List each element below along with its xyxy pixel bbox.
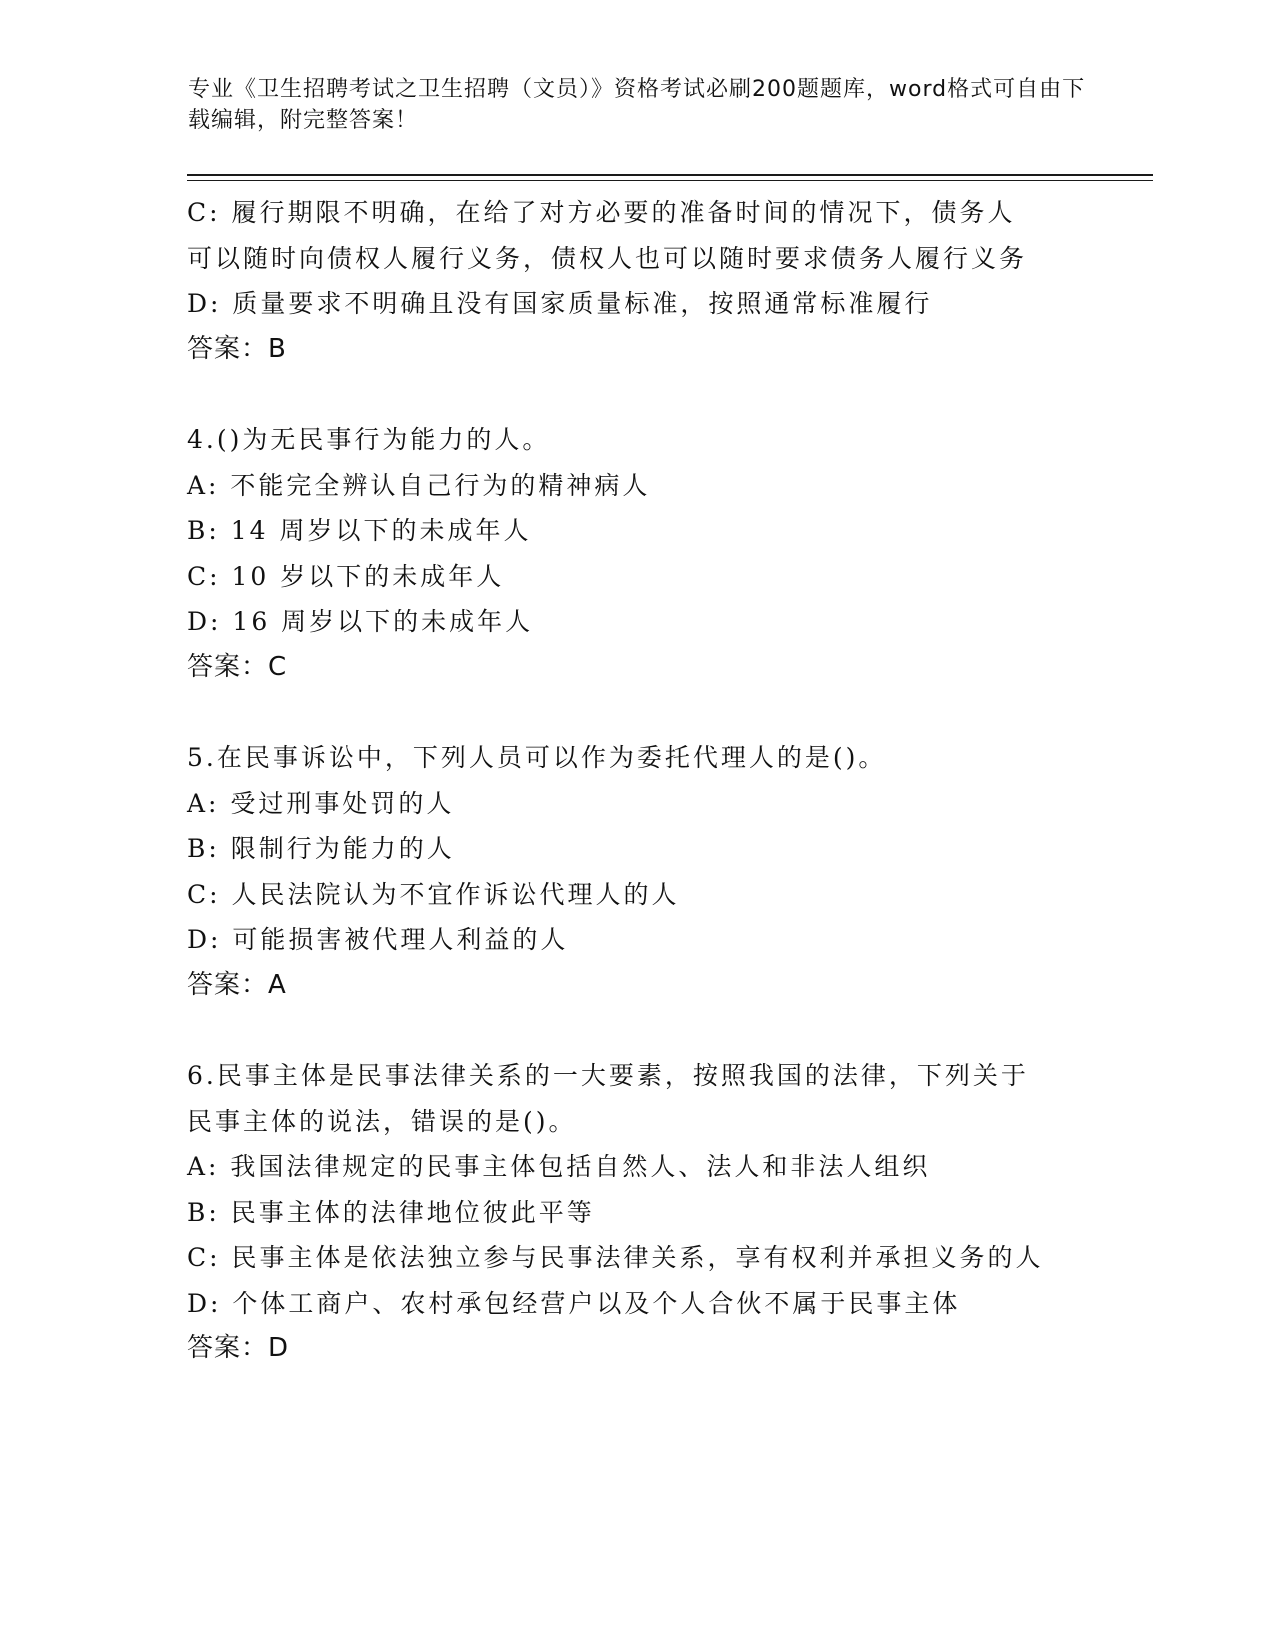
answer-label: 答案：C	[187, 651, 288, 682]
question-5	[187, 735, 1087, 1008]
question-list	[187, 190, 1087, 1417]
option-d: D: 个体工商户、农村承包经营户以及个人合伙不属于民事主体	[187, 1288, 961, 1318]
option-c: C: 履行期限不明确，在给了对方必要的准备时间的情况下，债务人可以随时向债权人履行义务，债权人也可以随时要求债务人履行义务	[187, 198, 1028, 273]
answer-label: 答案：A	[187, 969, 287, 1000]
option-b: B: 限制行为能力的人	[187, 834, 455, 863]
option-d: D: 质量要求不明确且没有国家质量标准，按照通常标准履行	[187, 289, 933, 318]
header-divider-thin	[187, 180, 1153, 181]
answer-label: 答案：D	[187, 1333, 290, 1363]
option-b: B: 民事主体的法律地位彼此平等	[187, 1197, 595, 1227]
question-stem: 5.在民事诉讼中，下列人员可以作为委托代理人的是()。	[187, 743, 887, 772]
option-d: D: 可能损害被代理人利益的人	[187, 925, 569, 954]
question-4	[187, 417, 1087, 690]
question-stem: 4.()为无民事行为能力的人。	[187, 425, 551, 454]
question-3-continuation	[187, 190, 1087, 372]
question-6	[187, 1053, 1087, 1372]
option-c: C: 民事主体是依法独立参与民事法律关系，享有权利并承担义务的人	[187, 1243, 1044, 1272]
document-header: 专业《卫生招聘考试之卫生招聘（文员）》资格考试必刷200题题库，word格式可自由下载编辑，附完整答案！	[188, 77, 1086, 133]
option-a: A: 不能完全辨认自己行为的精神病人	[187, 470, 651, 500]
question-stem: 6.民事主体是民事法律关系的一大要素，按照我国的法律，下列关于民事主体的说法，错误的是()。	[187, 1061, 1029, 1136]
option-c: C: 10 岁以下的未成年人	[187, 561, 505, 591]
option-b: B: 14 周岁以下的未成年人	[187, 516, 532, 545]
header-divider-thick	[187, 174, 1153, 176]
option-d: D: 16 周岁以下的未成年人	[187, 607, 534, 636]
answer-label: 答案：B	[187, 333, 287, 364]
option-c: C: 人民法院认为不宜作诉讼代理人的人	[187, 879, 680, 909]
option-a: A: 我国法律规定的民事主体包括自然人、法人和非法人组织	[187, 1152, 931, 1181]
option-a: A: 受过刑事处罚的人	[187, 788, 455, 818]
